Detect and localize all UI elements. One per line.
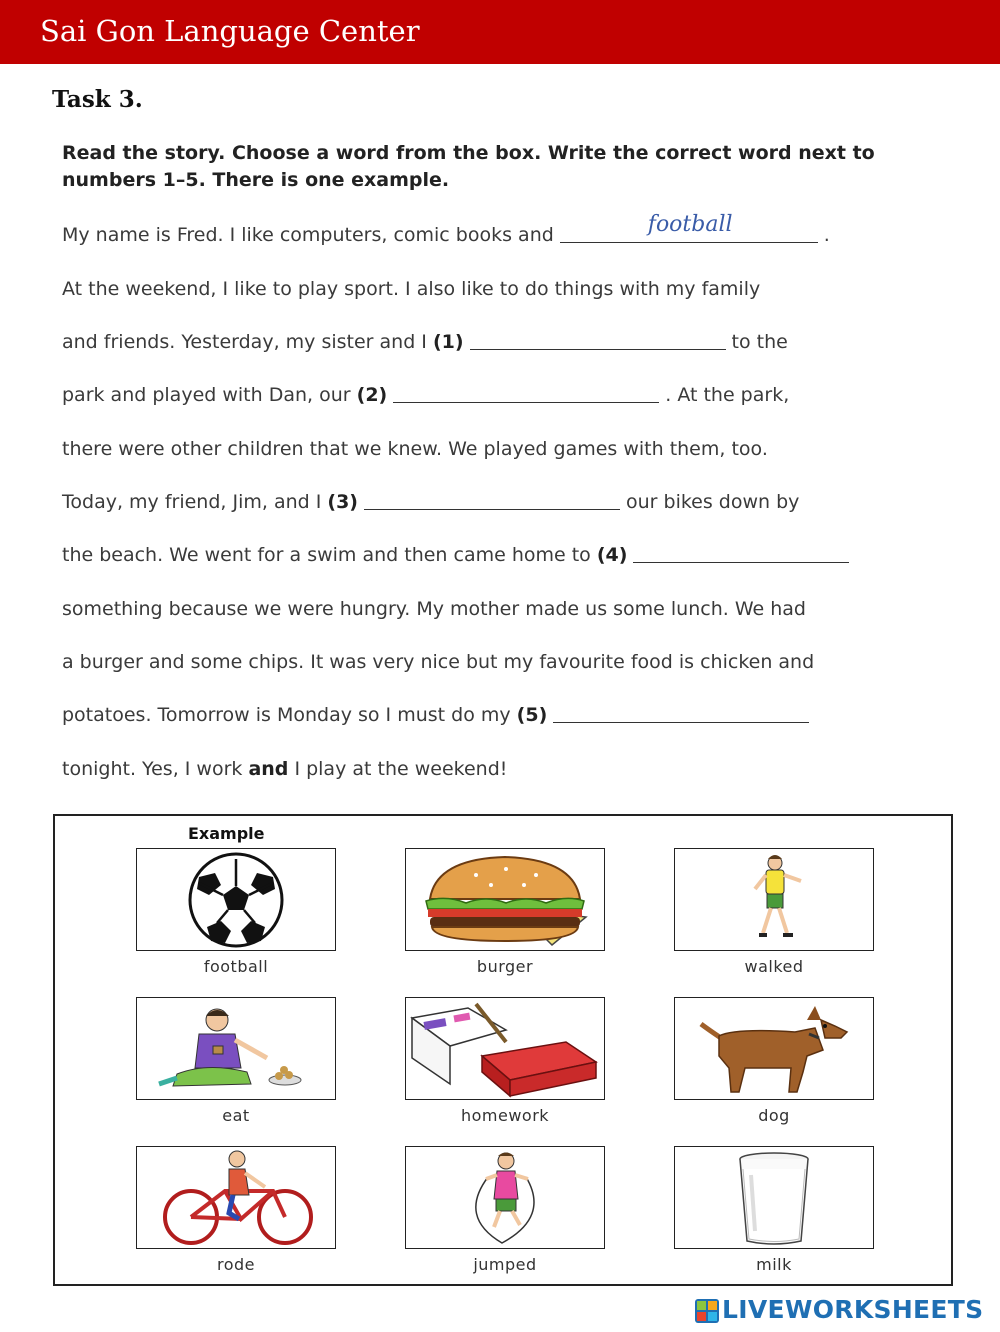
- answer-blank-5[interactable]: [553, 700, 809, 723]
- story-line: and friends. Yesterday, my sister and I (1) to the: [62, 325, 788, 359]
- liveworksheets-brand[interactable]: LIVEWORKSHEETS: [722, 1295, 984, 1324]
- eat-image: [136, 997, 336, 1100]
- story-line: the beach. We went for a swim and then came home to (4): [62, 538, 855, 572]
- word-card-homework: [405, 997, 605, 1125]
- story-line: park and played with Dan, our (2) . At the park,: [62, 378, 789, 412]
- question-number-5: (5): [516, 704, 548, 726]
- rode-image: [136, 1146, 336, 1249]
- answer-example-blank: [560, 212, 818, 243]
- eating-boy-icon: [137, 998, 335, 1099]
- word-card-football: [136, 848, 336, 976]
- word-card-eat: [136, 997, 336, 1125]
- story-line: At the weekend, I like to play sport. I also like to do things with my family: [62, 278, 761, 300]
- word-jumped: jumped: [473, 1255, 537, 1274]
- word-milk: milk: [756, 1255, 792, 1274]
- word-walked: walked: [744, 957, 804, 976]
- word-burger: burger: [476, 957, 534, 976]
- example-answer: football: [647, 212, 733, 237]
- jumped-image: [405, 1146, 605, 1249]
- story-line: potatoes. Tomorrow is Monday so I must do my (5): [62, 698, 815, 732]
- book-icon: [406, 998, 604, 1099]
- word-card-walked: [674, 848, 874, 976]
- word-homework: homework: [460, 1106, 550, 1125]
- jumping-rope-icon: [406, 1147, 604, 1248]
- story-line: My name is Fred. I like computers, comic books and football .: [62, 218, 830, 252]
- homework-image: [405, 997, 605, 1100]
- answer-blank-4[interactable]: [633, 540, 849, 563]
- answer-blank-2[interactable]: [393, 380, 659, 403]
- question-number-1: (1): [432, 331, 464, 353]
- story-line: a burger and some chips. It was very nice but my favourite food is chicken and: [62, 651, 815, 673]
- word-card-rode: [136, 1146, 336, 1274]
- word-card-dog: [674, 997, 874, 1125]
- walked-image: [674, 848, 874, 951]
- word-rode: rode: [216, 1255, 255, 1274]
- story-line: tonight. Yes, I work and I play at the weekend!: [62, 758, 508, 780]
- glass-of-milk-icon: [675, 1147, 873, 1248]
- header-bar: [0, 0, 1000, 64]
- bicycle-icon: [137, 1147, 335, 1248]
- burger-icon: [406, 849, 604, 950]
- burger-image: [405, 848, 605, 951]
- walking-boy-icon: [675, 849, 873, 950]
- word-football: football: [203, 957, 269, 976]
- word-eat: eat: [222, 1106, 250, 1125]
- answer-blank-3[interactable]: [364, 487, 620, 510]
- milk-image: [674, 1146, 874, 1249]
- answer-blank-1[interactable]: [470, 327, 726, 350]
- question-number-4: (4): [596, 544, 628, 566]
- football-icon: [137, 849, 335, 950]
- dog-image: [674, 997, 874, 1100]
- word-card-milk: [674, 1146, 874, 1274]
- question-number-2: (2): [356, 384, 388, 406]
- word-card-burger: [405, 848, 605, 976]
- task-title: Task 3.: [52, 86, 143, 113]
- story-line: something because we were hungry. My mother made us some lunch. We had: [62, 598, 806, 620]
- liveworksheets-logo-icon: [695, 1296, 719, 1326]
- word-dog: dog: [758, 1106, 790, 1125]
- question-number-3: (3): [327, 491, 358, 513]
- football-image: [136, 848, 336, 951]
- word-box: [53, 814, 953, 1286]
- story-line: there were other children that we knew. We played games with them, too.: [62, 438, 768, 460]
- task-instructions: Read the story. Choose a word from the box. Write the correct word next to numbers 1–5. There is one example.: [62, 142, 875, 191]
- story-line: Today, my friend, Jim, and I (3) our bikes down by: [62, 485, 799, 519]
- example-label: Example: [188, 824, 265, 843]
- header-title: Sai Gon Language Center: [40, 14, 420, 48]
- dog-icon: [675, 998, 873, 1099]
- word-card-jumped: [405, 1146, 605, 1274]
